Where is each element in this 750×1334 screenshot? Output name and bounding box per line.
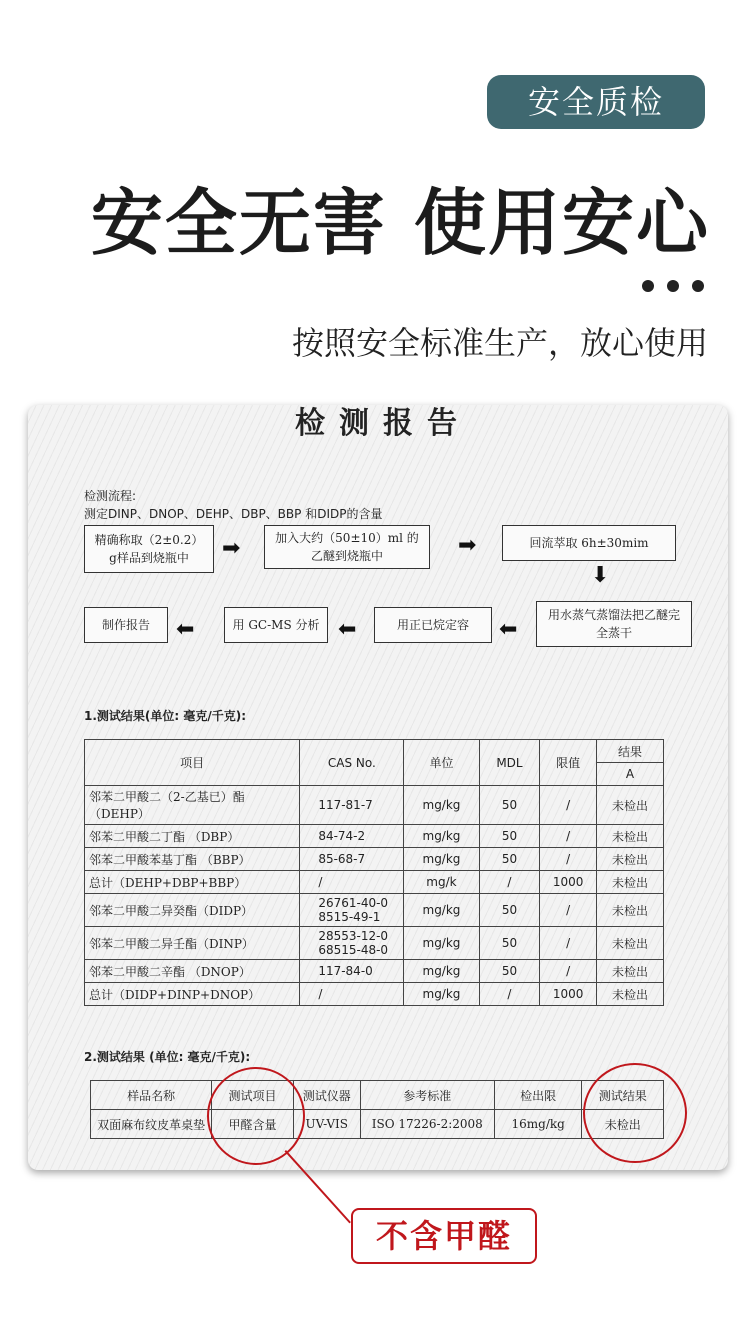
test-result: 未检出 — [582, 1110, 664, 1139]
cas-no: 26761-40-0 8515-49-1 — [300, 894, 404, 927]
item-name: 邻苯二甲酸二丁酯 （DBP） — [85, 825, 300, 848]
unit: mg/kg — [404, 960, 479, 983]
item-name: 邻苯二甲酸二（2-乙基已）酯（DEHP） — [85, 786, 300, 825]
results-table — [84, 739, 664, 1006]
unit: mg/kg — [404, 786, 479, 825]
highlight-circle-test-item — [207, 1067, 305, 1165]
mdl: 50 — [479, 894, 540, 927]
unit: mg/kg — [404, 848, 479, 871]
arrow-left-icon: ⬅ — [176, 617, 195, 642]
step-reflux: 回流萃取 6h±30mim — [502, 525, 676, 561]
step-add-ether: 加入大约（50±10）ml 的乙醚到烧瓶中 — [264, 525, 430, 569]
table-row — [85, 825, 664, 848]
result: 未检出 — [597, 871, 664, 894]
quality-badge: 安全质检 — [487, 75, 705, 129]
limit: / — [540, 825, 597, 848]
item-name: 邻苯二甲酸二异癸酯（DIDP） — [85, 894, 300, 927]
result: 未检出 — [597, 894, 664, 927]
table-row — [85, 894, 664, 927]
step-evaporate: 用水蒸气蒸馏法把乙醚完全蒸干 — [536, 601, 692, 647]
arrow-right-icon: ➡ — [458, 533, 477, 558]
col-header: 结果 — [597, 740, 664, 763]
step-dilute: 用正已烷定容 — [374, 607, 492, 643]
result: 未检出 — [597, 825, 664, 848]
col-header: MDL — [479, 740, 540, 786]
col-header: 测试仪器 — [293, 1081, 360, 1110]
unit: mg/kg — [404, 894, 479, 927]
mdl: 50 — [479, 927, 540, 960]
section2-title: 2.测试结果 (单位: 毫克/千克): — [84, 1050, 251, 1064]
step-weigh: 精确称取（2±0.2）g样品到烧瓶中 — [84, 525, 214, 573]
col-header: 参考标准 — [360, 1081, 494, 1110]
unit: mg/k — [404, 871, 479, 894]
table-row — [85, 983, 664, 1006]
col-header: 样品名称 — [91, 1081, 212, 1110]
unit: mg/kg — [404, 927, 479, 960]
cas-no: 28553-12-0 68515-48-0 — [300, 927, 404, 960]
limit: / — [540, 894, 597, 927]
instrument: UV-VIS — [293, 1110, 360, 1139]
arrow-right-icon: ➡ — [222, 536, 241, 561]
step-gcms: 用 GC-MS 分析 — [224, 607, 328, 643]
col-header-sub: A — [597, 763, 664, 786]
detection-limit: 16mg/kg — [494, 1110, 582, 1139]
cas-no: 85-68-7 — [300, 848, 404, 871]
cas-no: 84-74-2 — [300, 825, 404, 848]
report-title: 检测报告 — [295, 406, 471, 441]
cas-no: 117-84-0 — [300, 960, 404, 983]
arrow-down-icon: ⬇ — [591, 563, 610, 588]
step-report: 制作报告 — [84, 607, 168, 643]
item-name: 总计（DEHP+DBP+BBP） — [85, 871, 300, 894]
col-header: 测试结果 — [582, 1081, 664, 1110]
mdl: 50 — [479, 825, 540, 848]
section1-title: 1.测试结果(单位: 毫克/千克): — [84, 709, 247, 723]
unit: mg/kg — [404, 825, 479, 848]
arrow-left-icon: ⬅ — [499, 617, 518, 642]
highlight-circle-result — [583, 1063, 687, 1163]
result: 未检出 — [597, 927, 664, 960]
unit: mg/kg — [404, 983, 479, 1006]
col-header: 单位 — [404, 740, 479, 786]
col-header: 项目 — [85, 740, 300, 786]
mdl: / — [479, 983, 540, 1006]
result: 未检出 — [597, 786, 664, 825]
limit: 1000 — [540, 871, 597, 894]
limit: 1000 — [540, 983, 597, 1006]
sample-name: 双面麻布纹皮革桌垫 — [91, 1110, 212, 1139]
cas-no: / — [300, 871, 404, 894]
item-name: 邻苯二甲酸苯基丁酯 （BBP） — [85, 848, 300, 871]
cas-no: / — [300, 983, 404, 1006]
no-formaldehyde-label: 不含甲醛 — [351, 1208, 537, 1264]
item-name: 总计（DIDP+DINP+DNOP） — [85, 983, 300, 1006]
result: 未检出 — [597, 983, 664, 1006]
cas-no: 117-81-7 — [300, 786, 404, 825]
table-row — [85, 960, 664, 983]
mdl: 50 — [479, 786, 540, 825]
col-header: 测试项目 — [212, 1081, 294, 1110]
dots-decoration — [642, 280, 704, 292]
limit: / — [540, 960, 597, 983]
item-name: 邻苯二甲酸二异壬酯（DINP） — [85, 927, 300, 960]
limit: / — [540, 927, 597, 960]
result: 未检出 — [597, 848, 664, 871]
standard: ISO 17226-2:2008 — [360, 1110, 494, 1139]
table-row — [85, 848, 664, 871]
mdl: 50 — [479, 960, 540, 983]
mdl: 50 — [479, 848, 540, 871]
limit: / — [540, 848, 597, 871]
col-header: 检出限 — [494, 1081, 582, 1110]
subheadline: 按照安全标准生产，放心使用 — [291, 324, 708, 362]
formaldehyde-table — [90, 1080, 664, 1139]
test-report-card — [28, 405, 728, 1170]
col-header: CAS No. — [300, 740, 404, 786]
table-row — [85, 927, 664, 960]
process-description: 测定DINP、DNOP、DEHP、DBP、BBP 和DIDP的含量 — [84, 507, 383, 521]
col-header: 限值 — [540, 740, 597, 786]
arrow-left-icon: ⬅ — [338, 617, 357, 642]
mdl: / — [479, 871, 540, 894]
result: 未检出 — [597, 960, 664, 983]
headline: 安全无害 使用安心 — [90, 181, 710, 265]
test-item: 甲醛含量 — [212, 1110, 294, 1139]
process-label: 检测流程: — [84, 489, 137, 503]
table-row — [91, 1110, 664, 1139]
item-name: 邻苯二甲酸二辛酯 （DNOP） — [85, 960, 300, 983]
table-row — [85, 871, 664, 894]
limit: / — [540, 786, 597, 825]
table-row — [85, 786, 664, 825]
